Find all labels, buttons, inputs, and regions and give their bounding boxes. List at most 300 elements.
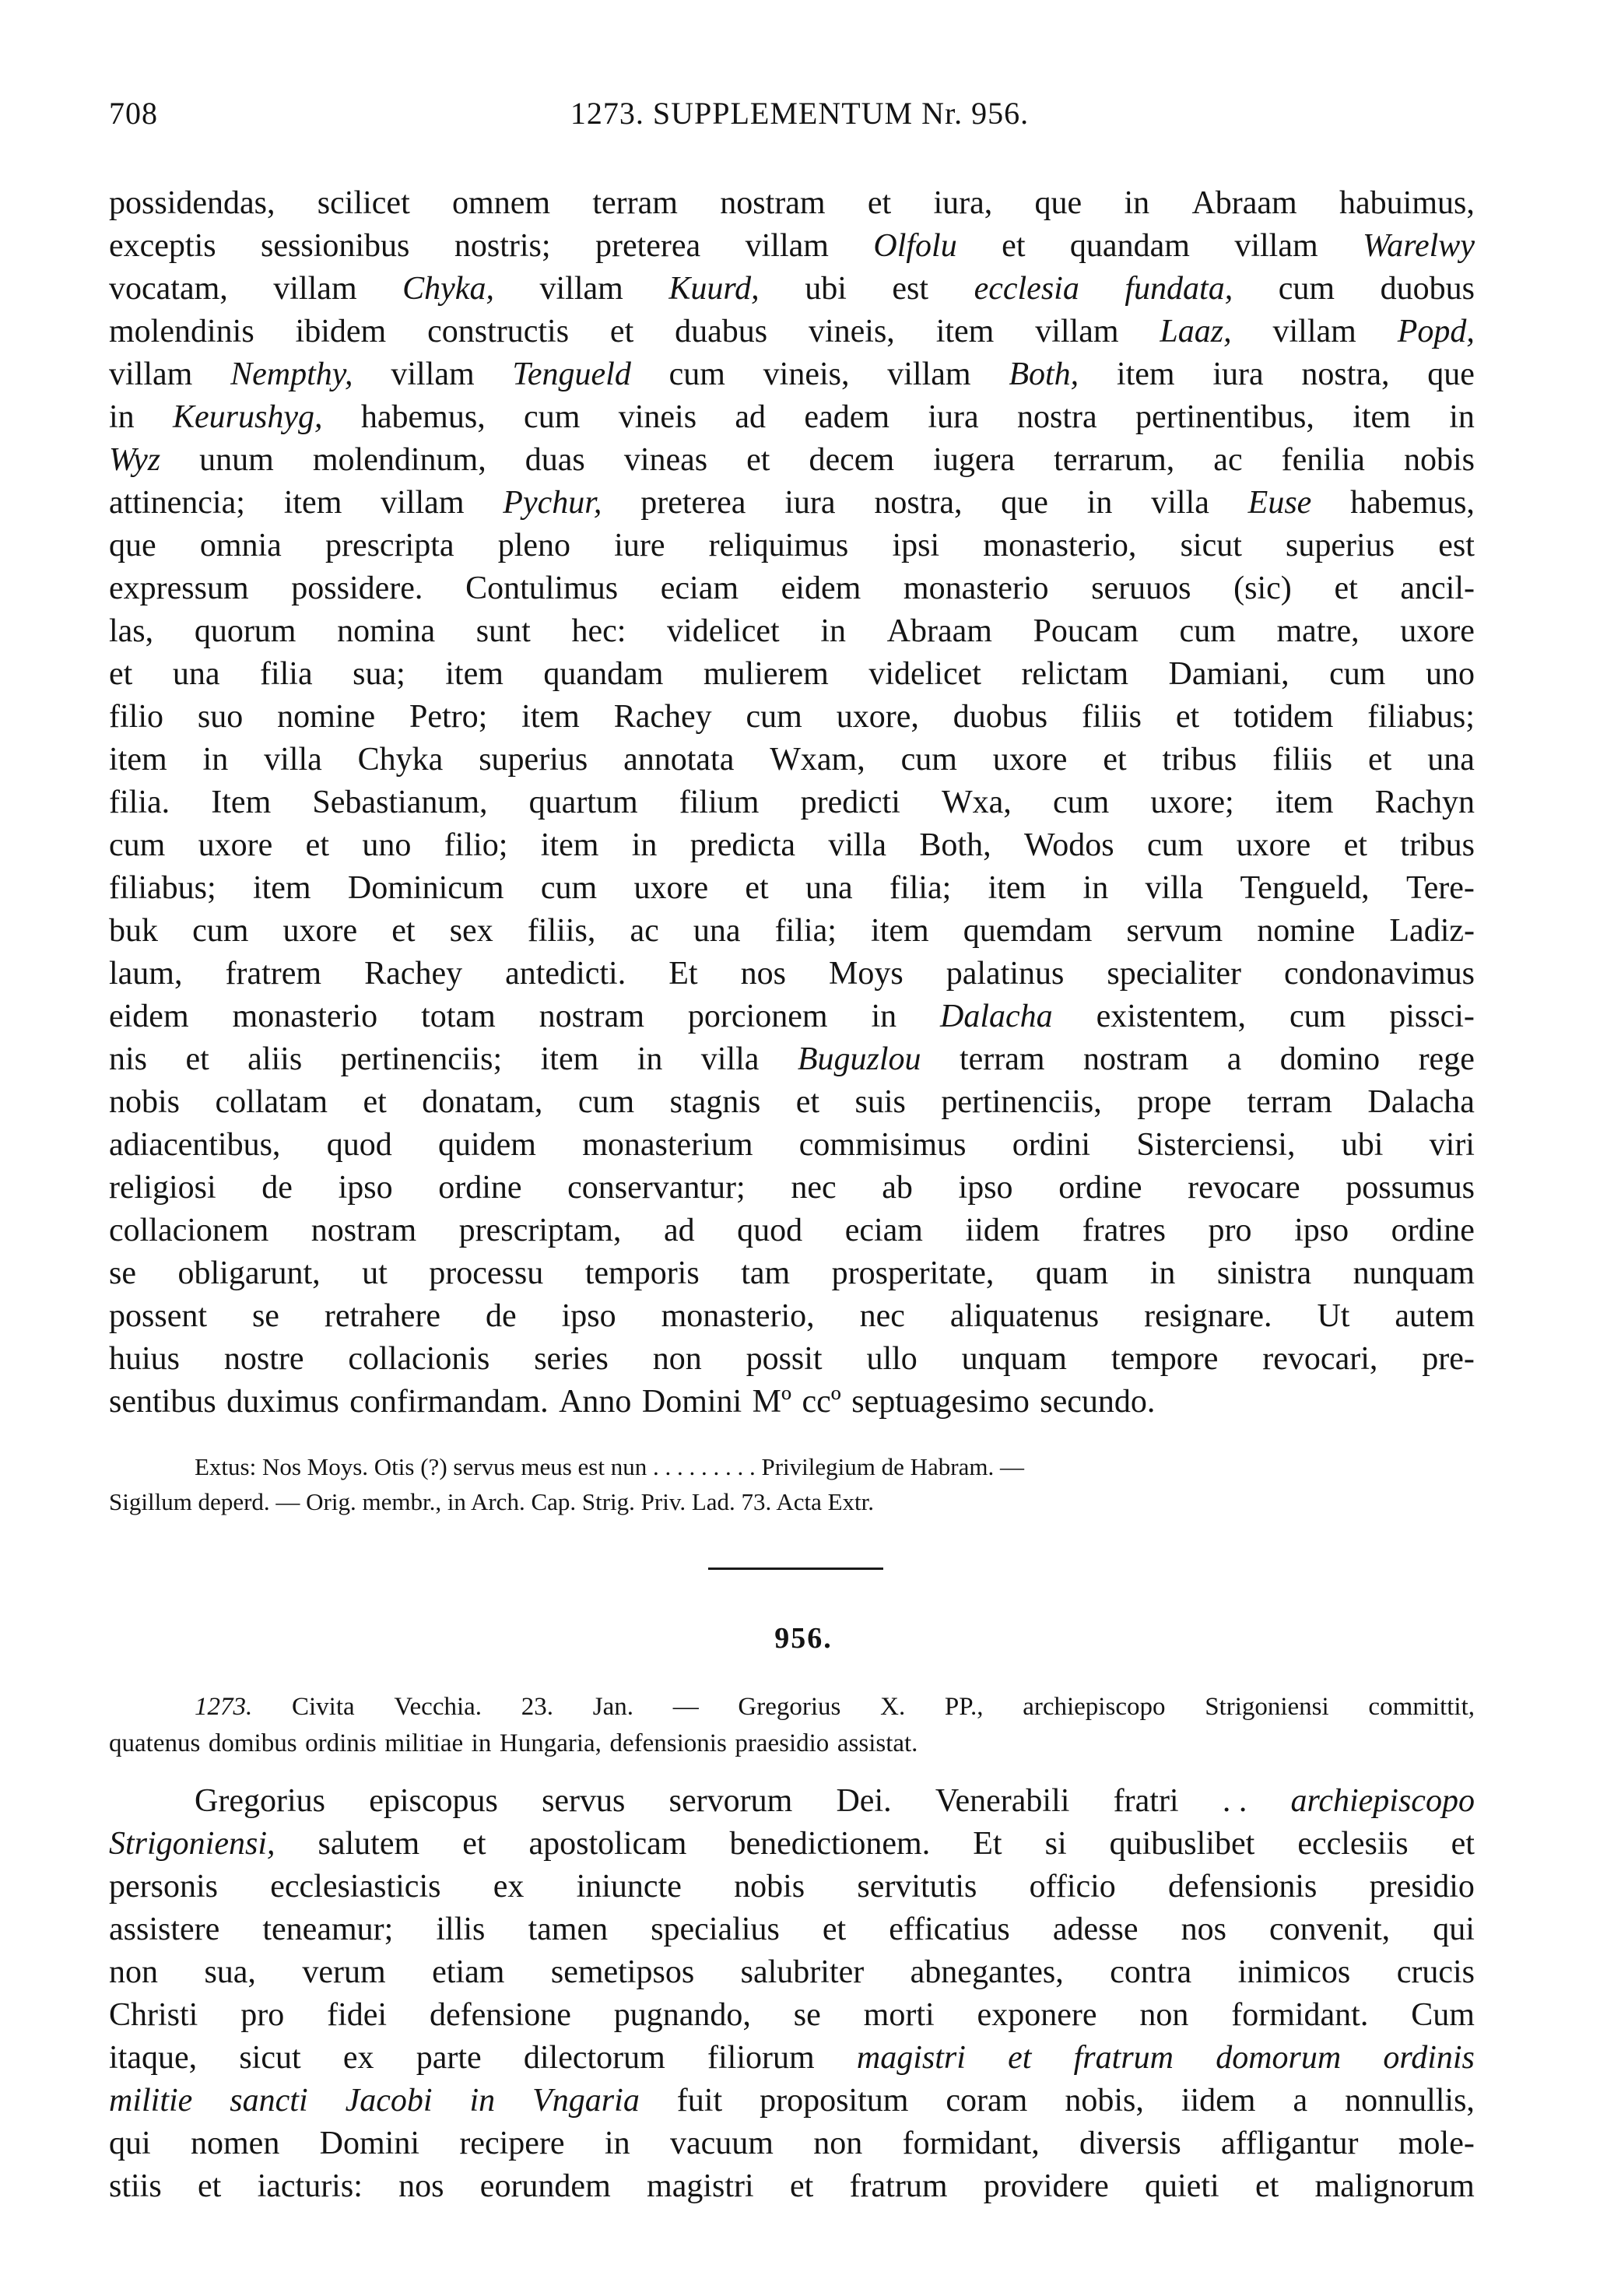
word: ab: [882, 1170, 913, 1206]
word: Domini: [319, 2126, 420, 2161]
word: eidem: [781, 570, 861, 606]
word: adiacentibus,: [109, 1127, 281, 1163]
word: Abraam: [1191, 185, 1297, 221]
word: item: [252, 870, 311, 906]
word: et: [1002, 228, 1026, 264]
word: suis: [854, 1084, 906, 1120]
word: efficatius: [889, 1912, 1010, 1947]
text-line: [109, 867, 1475, 910]
word: pro: [1208, 1213, 1252, 1248]
text-line: [109, 1338, 1475, 1381]
word: fidei: [327, 1997, 388, 2033]
word: laum,: [109, 956, 183, 992]
word: defensionis: [1168, 1869, 1318, 1905]
text-line: [109, 268, 1475, 311]
word: Cum: [1411, 1997, 1475, 2033]
word: constructis: [427, 314, 570, 349]
word: possidere.: [291, 570, 423, 606]
word: duobus: [953, 699, 1048, 735]
italic-word: Vngaria: [532, 2083, 640, 2119]
word: defensionis: [609, 1729, 727, 1757]
page-number: 708: [109, 96, 158, 131]
word: suo: [197, 699, 244, 735]
word: est: [892, 271, 929, 307]
word: nos: [398, 2168, 444, 2204]
italic-word: Warelwy: [1363, 228, 1475, 264]
word: cum: [1289, 999, 1346, 1034]
word: magistri: [647, 2168, 754, 2204]
italic-word: Buguzlou: [797, 1041, 921, 1077]
word: stiis: [109, 2168, 162, 2204]
word: et: [745, 870, 769, 906]
italic-word: Wyz: [109, 442, 161, 478]
word: hec:: [571, 613, 626, 649]
word: est: [1438, 528, 1475, 563]
text-line: [109, 781, 1475, 824]
word: et: [391, 913, 416, 949]
word: vacuum: [669, 2126, 774, 2161]
section-divider: [708, 1568, 883, 1570]
word: ipso: [958, 1170, 1013, 1206]
word: secundo.: [1040, 1384, 1156, 1420]
word: Chyka: [357, 742, 444, 778]
word: prope: [1137, 1084, 1212, 1120]
word: ac: [1213, 442, 1243, 478]
word: cum: [1329, 656, 1386, 692]
word: in: [820, 613, 846, 649]
text-line: [109, 2122, 1475, 2165]
word: villam: [745, 228, 829, 264]
text-line: [109, 567, 1475, 610]
word: in: [871, 999, 897, 1034]
word: resignare.: [1144, 1298, 1272, 1334]
word: parte: [416, 2040, 482, 2076]
word: benedictionem.: [729, 1826, 931, 1862]
word: uxore: [198, 827, 273, 863]
word: Tengueld,: [1240, 870, 1370, 906]
word: rege: [1418, 1041, 1475, 1077]
word: officio: [1029, 1869, 1116, 1905]
italic-word: militie: [109, 2083, 193, 2119]
word: et: [1175, 699, 1200, 735]
word: filio;: [444, 827, 508, 863]
italic-word: fratrum: [1073, 2040, 1174, 2076]
word: prescriptam,: [458, 1213, 622, 1248]
word: terram: [959, 1041, 1045, 1077]
word: in: [631, 827, 658, 863]
word: collatam: [215, 1084, 328, 1120]
word: ut: [362, 1255, 388, 1291]
word: tamen: [528, 1912, 609, 1947]
word: et: [609, 314, 634, 349]
word: a: [1226, 1041, 1242, 1077]
word: filia: [259, 656, 313, 692]
word: ipso: [561, 1298, 616, 1334]
word: villam: [381, 485, 465, 521]
word: sessionibus: [261, 228, 410, 264]
word: commisimus: [798, 1127, 967, 1163]
word: vocatam,: [109, 271, 228, 307]
word: ac: [630, 913, 659, 949]
text-line: [109, 396, 1475, 439]
word: etiam: [432, 1954, 505, 1990]
italic-word: sancti: [230, 2083, 308, 2119]
word: domibus: [208, 1729, 297, 1757]
word: ubi: [805, 271, 847, 307]
italic-word: Nempthy,: [230, 356, 353, 392]
word: affligantur: [1221, 2126, 1359, 2161]
word: eorundem: [479, 2168, 611, 2204]
word: mole-: [1398, 2126, 1475, 2161]
word: specialiter: [1107, 956, 1241, 992]
word: quorum: [194, 613, 296, 649]
word: que: [109, 528, 156, 563]
word: ullo: [866, 1341, 918, 1377]
word: nostram: [311, 1213, 417, 1248]
word: pro: [240, 1997, 285, 2033]
word: quemdam: [963, 913, 1093, 949]
italic-word: domorum: [1216, 2040, 1342, 2076]
italic-word: magistri: [856, 2040, 966, 2076]
word: quandam: [1069, 228, 1190, 264]
word: pissci-: [1389, 999, 1475, 1034]
text-line: [109, 482, 1475, 525]
word: scilicet: [317, 185, 410, 221]
word: retrahere: [324, 1298, 441, 1334]
word: militiae: [384, 1729, 464, 1757]
word: Wxa,: [942, 785, 1012, 820]
word: collacionis: [348, 1341, 490, 1377]
word: in: [202, 742, 229, 778]
word: pertinenciis;: [340, 1041, 503, 1077]
word: cum: [577, 1084, 635, 1120]
word: Et: [668, 956, 698, 992]
word: assistere: [109, 1912, 220, 1947]
word: quam: [1035, 1255, 1109, 1291]
italic-word: Tengueld: [512, 356, 631, 392]
word: una: [693, 913, 741, 949]
word: terrarum,: [1054, 442, 1175, 478]
running-title: 1273. SUPPLEMENTUM Nr. 956.: [570, 96, 1030, 131]
text-line: [109, 653, 1475, 696]
word: eadem: [804, 399, 890, 435]
word: nobis: [734, 1869, 805, 1905]
word: monasterio,: [661, 1298, 815, 1334]
word: servus: [542, 1783, 626, 1819]
word: et: [462, 1826, 486, 1862]
word: uxore: [1236, 827, 1311, 863]
word: iugera: [933, 442, 1016, 478]
word: annotata: [623, 742, 735, 778]
word: vineis,: [763, 356, 850, 392]
word: archiepiscopo: [1023, 1693, 1166, 1721]
word: cum: [540, 870, 598, 906]
word: villa: [700, 1041, 760, 1077]
word: a: [1293, 2083, 1308, 2119]
word: item: [1353, 399, 1411, 435]
word: uno: [1425, 656, 1475, 692]
word: eidem: [109, 999, 189, 1034]
word: habuimus,: [1339, 185, 1475, 221]
word: nunquam: [1353, 1255, 1475, 1291]
text-line: [109, 1994, 1475, 2037]
text-line: [109, 2165, 1475, 2208]
word: fuit: [676, 2083, 723, 2119]
word: quatenus: [109, 1729, 201, 1757]
word: —: [672, 1693, 699, 1721]
word: recipere: [459, 2126, 565, 2161]
word: uxore,: [836, 699, 919, 735]
word: nis: [109, 1041, 148, 1077]
word: item: [109, 742, 167, 778]
word: ad: [663, 1213, 695, 1248]
word: porcionem: [687, 999, 828, 1034]
text-line: [109, 739, 1475, 781]
word: quandam: [543, 656, 664, 692]
word: . .: [1222, 1783, 1247, 1819]
word: Hungaria,: [499, 1729, 602, 1757]
word: se: [109, 1255, 136, 1291]
word: et: [1451, 1826, 1475, 1862]
word: non: [109, 1954, 158, 1990]
word: (sic): [1233, 570, 1292, 606]
word: et: [867, 185, 892, 221]
word: abnegantes,: [910, 1954, 1064, 1990]
word: possumus: [1346, 1170, 1475, 1206]
text-line: [109, 1689, 1475, 1726]
word: nec: [791, 1170, 837, 1206]
word: filiis: [1272, 742, 1333, 778]
word: Item: [211, 785, 272, 820]
word: quieti: [1145, 2168, 1219, 2204]
word: inimicos: [1237, 1954, 1351, 1990]
word: iura: [928, 399, 979, 435]
italic-word: archiepiscopo: [1290, 1783, 1475, 1819]
word: servorum: [668, 1783, 793, 1819]
word: Et: [973, 1826, 1002, 1862]
word: item: [1275, 785, 1334, 820]
word: las,: [109, 613, 154, 649]
word: personis: [109, 1869, 218, 1905]
word: iura: [1212, 356, 1264, 392]
word: Anno: [559, 1384, 632, 1420]
word: conservantur;: [567, 1170, 746, 1206]
word: villam: [391, 356, 475, 392]
text-line: [109, 610, 1475, 653]
word: totam: [421, 999, 496, 1034]
italic-word: Jacobi: [345, 2083, 433, 2119]
word: Jan.: [592, 1693, 633, 1721]
word: ordine: [1058, 1170, 1142, 1206]
text-line: [109, 311, 1475, 353]
word: villam: [539, 271, 623, 307]
word: pleno: [497, 528, 571, 563]
text-line: [109, 353, 1475, 396]
text-line: [109, 1866, 1475, 1908]
text-line: [109, 995, 1475, 1038]
word: ecclesiasticis: [270, 1869, 441, 1905]
word: uxore;: [1150, 785, 1234, 820]
word: cum: [109, 827, 166, 863]
word: omnem: [452, 185, 551, 221]
word: tribus: [1162, 742, 1237, 778]
word: iacturis:: [257, 2168, 363, 2204]
italic-word: Popd,: [1397, 314, 1475, 349]
word: ordine: [438, 1170, 522, 1206]
word: cum: [668, 356, 725, 392]
text-line: [109, 182, 1475, 225]
word: donatam,: [422, 1084, 543, 1120]
word: convenit,: [1269, 1912, 1391, 1947]
word: vineis: [618, 399, 697, 435]
word: iidem: [1181, 2083, 1256, 2119]
word: seruuos: [1091, 570, 1191, 606]
word: quidem: [437, 1127, 536, 1163]
word: habemus,: [1350, 485, 1475, 521]
word: fratrum: [849, 2168, 948, 2204]
word: nostram: [1082, 1041, 1189, 1077]
word: 23.: [521, 1693, 554, 1721]
text-line: [109, 1951, 1475, 1994]
word: iidem: [965, 1213, 1040, 1248]
italic-word: 1273.: [195, 1693, 253, 1721]
word: Christi: [109, 1997, 198, 2033]
word: que: [1001, 485, 1048, 521]
word: cum: [1179, 613, 1236, 649]
word: exponere: [977, 1997, 1097, 2033]
word: Petro;: [409, 699, 488, 735]
word: Sebastianum,: [312, 785, 488, 820]
word: nomina: [337, 613, 436, 649]
word: item: [445, 656, 504, 692]
word: committit,: [1368, 1693, 1475, 1721]
word: si: [1044, 1826, 1067, 1862]
word: duabus: [675, 314, 768, 349]
word: viri: [1429, 1127, 1475, 1163]
word: ex: [493, 1869, 525, 1905]
word: tempore: [1111, 1341, 1219, 1377]
word: villa: [264, 742, 322, 778]
word: Damiani,: [1168, 656, 1289, 692]
word: Abraam: [886, 613, 992, 649]
word: sinistra: [1216, 1255, 1312, 1291]
word: molendinum,: [312, 442, 486, 478]
word: monasterio: [232, 999, 378, 1034]
word: Vecchia.: [394, 1693, 482, 1721]
note-line: Sigillum deperd. — Orig. membr., in Arch. Cap. Strig. Priv. Lad. 73. Acta Extr.: [109, 1488, 874, 1515]
word: monasterio,: [983, 528, 1137, 563]
word: Rachey: [613, 699, 712, 735]
word: que: [1034, 185, 1082, 221]
word: pugnando,: [613, 1997, 751, 2033]
italic-word: Pychur,: [503, 485, 602, 521]
word: nos: [1181, 1912, 1226, 1947]
text-line: [109, 525, 1475, 567]
word: cum: [192, 913, 249, 949]
word: superius: [479, 742, 588, 778]
word: in: [1449, 399, 1475, 435]
word: nobis: [109, 1084, 181, 1120]
text-line: [109, 953, 1475, 995]
word: ordini: [1012, 1127, 1091, 1163]
archival-note: [109, 1449, 1261, 1519]
word: et: [1254, 2168, 1279, 2204]
word: nonnullis,: [1345, 2083, 1475, 2119]
word: predicta: [689, 827, 796, 863]
running-head: [109, 95, 1490, 134]
word: villa: [1145, 870, 1204, 906]
word: aliis: [247, 1041, 303, 1077]
word: condonavimus: [1284, 956, 1475, 992]
text-line: [109, 225, 1475, 268]
word: teneamur;: [262, 1912, 394, 1947]
word: nostra,: [874, 485, 963, 521]
word: se: [793, 1997, 821, 2033]
word: Tere-: [1405, 870, 1475, 906]
word: matre,: [1276, 613, 1360, 649]
word: eciam: [844, 1213, 923, 1248]
regest-summary: [109, 1689, 1475, 1762]
word: item: [935, 314, 995, 349]
word: presidio: [1369, 1869, 1475, 1905]
word: revocare: [1188, 1170, 1300, 1206]
word: Wxam,: [770, 742, 865, 778]
word: nos: [740, 956, 786, 992]
word: iniuncte: [576, 1869, 682, 1905]
word: nomine: [1257, 913, 1356, 949]
word: qui: [1433, 1912, 1475, 1947]
word: possent: [109, 1298, 207, 1334]
word: in: [1149, 1255, 1176, 1291]
word: villam: [109, 356, 193, 392]
word: villa: [828, 827, 887, 863]
word: villam: [273, 271, 357, 307]
word: fratri: [1113, 1783, 1179, 1819]
word: nostram: [720, 185, 826, 221]
word: vineas: [623, 442, 708, 478]
word: reliquimus: [708, 528, 849, 563]
word: unquam: [961, 1341, 1067, 1377]
word: possit: [746, 1341, 823, 1377]
text-line: [109, 2037, 1475, 2080]
word: nostra,: [1301, 356, 1390, 392]
word: terram: [592, 185, 678, 221]
word: filium: [679, 785, 760, 820]
word: filiabus;: [109, 870, 216, 906]
word: confirmandam.: [349, 1384, 549, 1420]
italic-word: Strigoniensi,: [109, 1826, 275, 1862]
text-line: [109, 2080, 1475, 2122]
italic-word: Laaz,: [1160, 314, 1232, 349]
word: se: [251, 1298, 279, 1334]
word: obligarunt,: [177, 1255, 321, 1291]
word: nomen: [191, 2126, 280, 2161]
word: possidendas,: [109, 185, 275, 221]
word: sua,: [204, 1954, 256, 1990]
word: palatinus: [946, 956, 1065, 992]
word: attinencia;: [109, 485, 245, 521]
word: formidant.: [1231, 1997, 1369, 2033]
word: quod: [737, 1213, 803, 1248]
word: collacionem: [109, 1213, 269, 1248]
word: in: [637, 1041, 663, 1077]
word: tribus: [1400, 827, 1475, 863]
word: assistat.: [837, 1729, 918, 1757]
word: nostram: [539, 999, 644, 1034]
word: villam: [1035, 314, 1119, 349]
word: preterea: [640, 485, 746, 521]
word: nobis,: [1065, 2083, 1144, 2119]
